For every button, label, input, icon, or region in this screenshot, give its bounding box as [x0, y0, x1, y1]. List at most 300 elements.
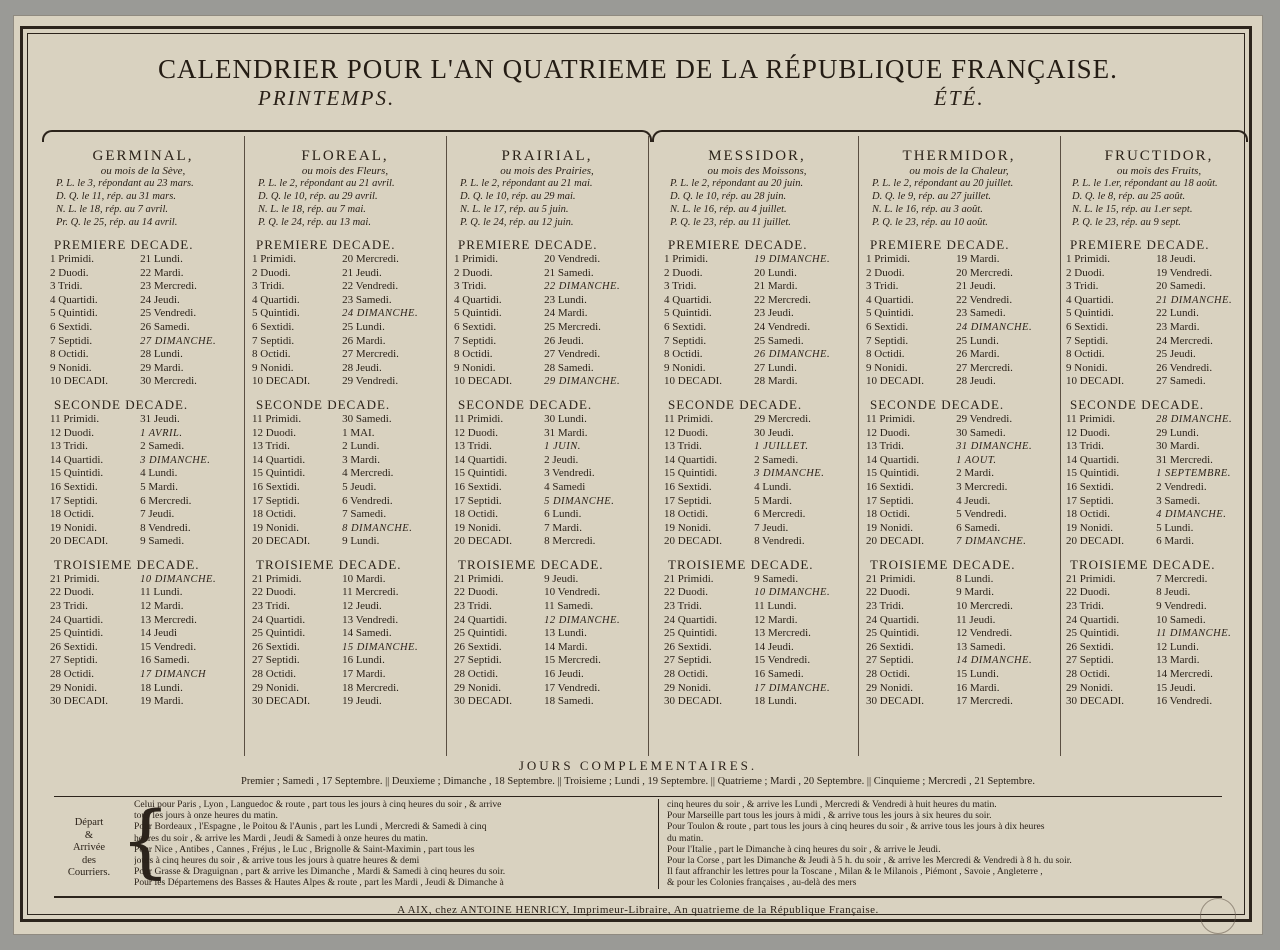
decade-title: TROISIEME DECADE.	[54, 556, 200, 572]
republican-day: 6 Sextidi.	[866, 320, 909, 333]
gregorian-day: 4 DIMANCHE.	[1156, 509, 1227, 521]
gregorian-day: 4 Jeudi.	[956, 494, 991, 507]
day-row	[662, 495, 852, 509]
season-summer: ÉTÉ.	[934, 86, 985, 110]
republican-day: 16 Sextidi.	[1066, 480, 1114, 493]
day-row	[48, 427, 238, 441]
gregorian-day: 14 DIMANCHE.	[956, 655, 1033, 667]
gregorian-day: 20 Vendredi.	[544, 253, 601, 265]
gregorian-day: 23 Mercredi.	[140, 280, 197, 293]
day-row	[662, 362, 852, 376]
month-name: FLOREAL,	[301, 148, 389, 164]
gregorian-day: 6 Vendredi.	[342, 494, 393, 507]
gregorian-day: 30 Lundi.	[544, 412, 587, 425]
day-row	[250, 348, 440, 362]
gregorian-day: 18 Mercredi.	[342, 681, 399, 694]
day-row	[250, 440, 440, 454]
republican-day: 3 Tridi.	[50, 280, 83, 293]
republican-day: 7 Septidi.	[1066, 334, 1109, 347]
gregorian-day: 8 DIMANCHE.	[342, 522, 413, 534]
republican-day: 29 Nonidi.	[1066, 681, 1114, 694]
postal-right-column: cinq heures du soir , & arrive les Lundi , Mercredi & Vendredi à huit heures du matin. Pour Marseille part tous les jours à midi , & arrive tous les jours à six heures du soir. Pour Toulon & route , part tous les jours à cinq heures du soir , & arrive tous les jours à dix heures du matin. Pour l'Italie , part le Dimanche à cinq heures du soir , & arrive le Jeudi. Pour la Corse , part les Dimanche & Jeudi à 5 h. du soir , & arrive les Mercredi & Vendredi à 8 h. du soir. Il faut affranchir les lettres pour la Toscane , Milan & le Milanois , Piémont , Savoie , Angleterre , & pour les Colonies françaises , au-delà des mers	[658, 799, 1257, 889]
gregorian-day: 16 Mardi.	[956, 681, 1000, 694]
day-row	[250, 695, 440, 709]
day-row	[1064, 627, 1254, 641]
gregorian-day: 13 Mercredi.	[140, 613, 197, 626]
republican-day: 13 Tridi.	[454, 440, 492, 453]
gregorian-day: 25 Samedi.	[754, 334, 804, 347]
day-row	[452, 362, 642, 376]
day-row	[864, 695, 1054, 709]
day-row	[864, 654, 1054, 668]
republican-day: 5 Quintidi.	[50, 307, 98, 320]
gregorian-day: 4 Samedi	[544, 480, 586, 493]
gregorian-day: 29 Mercredi.	[754, 412, 811, 425]
gregorian-day: 24 Jeudi.	[140, 293, 180, 306]
republican-day: 18 Octidi.	[252, 508, 296, 521]
gregorian-day: 16 Jeudi.	[544, 668, 584, 681]
day-row	[48, 348, 238, 362]
postal-schedule	[56, 794, 1252, 889]
moon-phase: P. L. le 2, répondant au 21 avril.	[258, 178, 395, 189]
gregorian-day: 30 Samedi.	[342, 412, 392, 425]
day-row	[864, 348, 1054, 362]
day-row	[864, 467, 1054, 481]
gregorian-day: 1 JUIN.	[544, 441, 581, 453]
day-row	[1064, 668, 1254, 682]
republican-day: 5 Quintidi.	[1066, 307, 1114, 320]
republican-day: 1 Primidi.	[1066, 253, 1111, 265]
decade-title: SECONDE DECADE.	[1070, 396, 1205, 412]
day-row	[48, 641, 238, 655]
republican-day: 15 Quintidi.	[252, 467, 306, 480]
republican-day: 29 Nonidi.	[252, 681, 300, 694]
day-row	[48, 267, 238, 281]
gregorian-day: 15 Jeudi.	[1156, 681, 1196, 694]
day-row	[1064, 614, 1254, 628]
republican-day: 23 Tridi.	[454, 600, 492, 613]
day-row	[48, 375, 238, 389]
gregorian-day: 7 Mardi.	[544, 521, 582, 534]
gregorian-day: 26 Vendredi.	[1156, 361, 1213, 374]
gregorian-day: 18 Samedi.	[544, 695, 594, 708]
gregorian-day: 20 Lundi.	[754, 266, 797, 279]
decade-title: TROISIEME DECADE.	[256, 556, 402, 572]
republican-day: 16 Sextidi.	[664, 480, 712, 493]
day-row	[662, 522, 852, 536]
day-row	[452, 335, 642, 349]
gregorian-day: 7 Jeudi.	[140, 508, 175, 521]
gregorian-day: 29 DIMANCHE.	[544, 376, 621, 388]
day-row	[48, 535, 238, 549]
republican-day: 27 Septidi.	[866, 654, 914, 667]
day-row	[452, 481, 642, 495]
day-row	[48, 508, 238, 522]
day-row	[864, 495, 1054, 509]
gregorian-day: 14 Mardi.	[544, 640, 588, 653]
republican-day: 27 Septidi.	[454, 654, 502, 667]
republican-day: 9 Nonidi.	[1066, 361, 1108, 374]
republican-day: 7 Septidi.	[664, 334, 707, 347]
gregorian-day: 19 Mardi.	[140, 695, 184, 708]
gregorian-day: 25 Lundi.	[956, 334, 999, 347]
republican-day: 28 Octidi.	[866, 668, 910, 681]
gregorian-day: 8 Mercredi.	[544, 535, 596, 548]
imprint-line: A AIX, chez ANTOINE HENRICY, Imprimeur-Libraire, An quatrieme de la République Française.	[397, 904, 879, 916]
day-row	[1064, 427, 1254, 441]
bottom-divider	[54, 896, 1222, 898]
republican-day: 5 Quintidi.	[866, 307, 914, 320]
decade-title: PREMIERE DECADE.	[668, 237, 808, 252]
gregorian-day: 3 Mardi.	[342, 453, 380, 466]
moon-phase: N. L. le 15, rép. au 1.er sept.	[1072, 204, 1193, 215]
day-row	[864, 573, 1054, 587]
gregorian-day: 11 DIMANCHE.	[1156, 628, 1232, 640]
republican-day: 13 Tridi.	[866, 440, 904, 453]
republican-day: 26 Sextidi.	[866, 640, 914, 653]
day-row	[48, 600, 238, 614]
day-row	[452, 641, 642, 655]
day-row	[48, 654, 238, 668]
gregorian-day: 6 Lundi.	[544, 508, 582, 521]
republican-day: 2 Duodi.	[50, 266, 89, 279]
day-row	[452, 253, 642, 267]
gregorian-day: 22 Mercredi.	[754, 293, 811, 306]
day-row	[1064, 481, 1254, 495]
gregorian-day: 21 Jeudi.	[956, 280, 996, 293]
moon-phase: D. Q. le 9, rép. au 27 juillet.	[872, 191, 991, 202]
day-row	[864, 413, 1054, 427]
republican-day: 15 Quintidi.	[1066, 467, 1120, 480]
gregorian-day: 7 Mercredi.	[1156, 572, 1208, 585]
moon-phase: N. L. le 18, rép. au 7 avril.	[56, 204, 168, 215]
day-row	[250, 467, 440, 481]
gregorian-day: 17 Vendredi.	[544, 681, 601, 694]
day-row	[452, 586, 642, 600]
postal-left-column: Celui pour Paris , Lyon , Languedoc & route , part tous les jours à cinq heures du soir , & arrive tous les jours à onze heures du matin. Pour Bordeaux , l'Espagne , le Poitou & l'Aunis , part les Lundi , Mercredi & Samedi à cinq heures du soir , & arrive les Mardi , Jeudi & Samedi à onze heures du matin. Pour Nice , Antibes , Cannes , Fréjus , le Luc , Brignolle & Saint-Maximin , part tous les jours à cinq heures du soir , & arrive tous les jours à quatre heures & demi Pour Grasse & Draguignan , part & arrive les Dimanche , Mardi & Samedi à cinq heures du soir. Pour les Départemens des Basses & Hautes Alpes & route , part les Mardi , Jeudi & Dimanche à	[134, 799, 506, 889]
republican-day: 3 Tridi.	[252, 280, 285, 293]
gregorian-day: 9 Lundi.	[342, 535, 380, 548]
gregorian-day: 26 Mardi.	[342, 334, 386, 347]
gregorian-day: 24 Mardi.	[544, 307, 588, 320]
moon-phase: N. L. le 16, rép. au 3 août.	[872, 204, 983, 215]
day-row	[250, 668, 440, 682]
republican-day: 16 Sextidi.	[866, 480, 914, 493]
gregorian-day: 22 Vendredi.	[342, 280, 399, 293]
republican-day: 26 Sextidi.	[454, 640, 502, 653]
decade-title: SECONDE DECADE.	[256, 396, 391, 412]
republican-day: 19 Nonidi.	[50, 521, 98, 534]
gregorian-day: 29 Mardi.	[140, 361, 184, 374]
republican-day: 25 Quintidi.	[1066, 627, 1120, 640]
republican-day: 7 Septidi.	[252, 334, 295, 347]
day-row	[662, 454, 852, 468]
gregorian-day: 27 Samedi.	[1156, 375, 1206, 388]
gregorian-day: 3 DIMANCHE.	[140, 454, 211, 466]
republican-day: 17 Septidi.	[50, 494, 98, 507]
republican-day: 10 DECADI.	[252, 375, 311, 388]
republican-day: 5 Quintidi.	[664, 307, 712, 320]
day-row	[250, 600, 440, 614]
decade-title: PREMIERE DECADE.	[256, 237, 396, 252]
gregorian-day: 2 Samedi.	[140, 440, 185, 453]
republican-day: 27 Septidi.	[252, 654, 300, 667]
day-row	[864, 668, 1054, 682]
republican-day: 16 Sextidi.	[252, 480, 300, 493]
day-row	[864, 440, 1054, 454]
gregorian-day: 18 Lundi.	[754, 695, 797, 708]
gregorian-day: 19 DIMANCHE.	[754, 254, 831, 265]
gregorian-day: 7 DIMANCHE.	[956, 536, 1027, 548]
republican-day: 13 Tridi.	[1066, 440, 1104, 453]
gregorian-day: 13 Mardi.	[1156, 654, 1200, 667]
republican-day: 27 Septidi.	[50, 654, 98, 667]
republican-day: 2 Duodi.	[454, 266, 493, 279]
month-name: FRUCTIDOR,	[1104, 148, 1214, 164]
republican-day: 20 DECADI.	[1066, 535, 1125, 548]
gregorian-day: 16 Lundi.	[342, 654, 385, 667]
day-row	[864, 362, 1054, 376]
gregorian-day: 1 AOUT.	[956, 454, 997, 466]
gregorian-day: 5 Mardi.	[140, 480, 178, 493]
republican-day: 2 Duodi.	[866, 266, 905, 279]
day-row	[48, 573, 238, 587]
day-row	[48, 253, 238, 267]
day-row	[250, 362, 440, 376]
day-row	[250, 495, 440, 509]
republican-day: 24 Quartidi.	[664, 613, 718, 626]
gregorian-day: 19 Mardi.	[956, 253, 1000, 265]
republican-day: 14 Quartidi.	[866, 453, 920, 466]
republican-day: 13 Tridi.	[252, 440, 290, 453]
gregorian-day: 8 Vendredi.	[754, 535, 805, 548]
gregorian-day: 26 DIMANCHE.	[754, 349, 831, 361]
day-row	[864, 253, 1054, 267]
republican-day: 17 Septidi.	[866, 494, 914, 507]
day-row	[864, 335, 1054, 349]
gregorian-day: 30 Mardi.	[1156, 440, 1200, 453]
gregorian-day: 9 Vendredi.	[1156, 600, 1207, 613]
republican-day: 30 DECADI.	[1066, 695, 1125, 708]
republican-day: 19 Nonidi.	[664, 521, 712, 534]
gregorian-day: 16 Samedi.	[140, 654, 190, 667]
day-row	[452, 467, 642, 481]
republican-day: 6 Sextidi.	[252, 320, 295, 333]
month-subtitle: ou mois des Prairies,	[500, 165, 594, 177]
republican-day: 11 Primidi.	[1066, 412, 1116, 425]
day-row	[864, 481, 1054, 495]
decade-title: PREMIERE DECADE.	[54, 237, 194, 252]
month-subtitle: ou mois des Moissons,	[707, 165, 807, 177]
gregorian-day: 2 Lundi.	[342, 440, 380, 453]
moon-phase: P. L. le 1.er, répondant au 18 août.	[1072, 178, 1218, 189]
day-row	[864, 614, 1054, 628]
day-row	[452, 573, 642, 587]
republican-day: 19 Nonidi.	[454, 521, 502, 534]
gregorian-day: 7 Jeudi.	[754, 521, 789, 534]
day-row	[452, 535, 642, 549]
day-row	[452, 307, 642, 321]
day-row	[662, 614, 852, 628]
republican-day: 6 Sextidi.	[50, 320, 93, 333]
gregorian-day: 4 Mercredi.	[342, 467, 394, 480]
republican-day: 24 Quartidi.	[1066, 613, 1120, 626]
republican-day: 28 Octidi.	[50, 668, 94, 681]
day-row	[1064, 586, 1254, 600]
republican-day: 25 Quintidi.	[866, 627, 920, 640]
gregorian-day: 28 DIMANCHE.	[1156, 413, 1233, 425]
republican-day: 19 Nonidi.	[866, 521, 914, 534]
day-row	[662, 682, 852, 696]
brace-icon: {	[120, 794, 171, 887]
republican-day: 4 Quartidi.	[50, 293, 98, 306]
month-column	[44, 136, 245, 756]
day-row	[1064, 335, 1254, 349]
day-row	[662, 335, 852, 349]
day-row	[1064, 454, 1254, 468]
day-row	[1064, 573, 1254, 587]
gregorian-day: 17 Mercredi.	[956, 695, 1013, 708]
day-row	[250, 321, 440, 335]
gregorian-day: 20 Mercredi.	[956, 266, 1013, 279]
moon-phase: N. L. le 16, rép. au 4 juillet.	[670, 204, 787, 215]
gregorian-day: 2 Jeudi.	[544, 453, 579, 466]
gregorian-day: 26 Mardi.	[956, 348, 1000, 361]
decade-title: PREMIERE DECADE.	[870, 237, 1010, 252]
republican-day: 20 DECADI.	[50, 535, 109, 548]
gregorian-day: 10 DIMANCHE.	[754, 587, 831, 599]
day-row	[48, 614, 238, 628]
republican-day: 8 Octidi.	[664, 348, 703, 361]
day-row	[1064, 535, 1254, 549]
moon-phase: P. Q. le 23, rép. au 10 août.	[872, 217, 988, 228]
gregorian-day: 29 Vendredi.	[956, 412, 1013, 425]
republican-day: 30 DECADI.	[252, 695, 311, 708]
gregorian-day: 19 Vendredi.	[1156, 266, 1213, 279]
day-row	[452, 522, 642, 536]
gregorian-day: 21 Samedi.	[544, 266, 594, 279]
republican-day: 6 Sextidi.	[664, 320, 707, 333]
day-row	[864, 307, 1054, 321]
day-row	[864, 682, 1054, 696]
day-row	[452, 321, 642, 335]
day-row	[662, 695, 852, 709]
gregorian-day: 8 Jeudi.	[1156, 586, 1191, 599]
gregorian-day: 29 Lundi.	[1156, 426, 1199, 439]
day-row	[250, 627, 440, 641]
gregorian-day: 25 Lundi.	[342, 320, 385, 333]
gregorian-day: 13 Vendredi.	[342, 613, 399, 626]
day-row	[48, 307, 238, 321]
gregorian-day: 28 Jeudi.	[342, 361, 382, 374]
republican-day: 17 Septidi.	[252, 494, 300, 507]
decade-title: TROISIEME DECADE.	[458, 556, 604, 572]
gregorian-day: 25 Jeudi.	[1156, 348, 1196, 361]
republican-day: 3 Tridi.	[866, 280, 899, 293]
republican-day: 11 Primidi.	[252, 412, 302, 425]
gregorian-day: 5 DIMANCHE.	[544, 495, 615, 507]
day-row	[452, 375, 642, 389]
republican-day: 16 Sextidi.	[454, 480, 502, 493]
day-row	[48, 495, 238, 509]
republican-day: 7 Septidi.	[866, 334, 909, 347]
complementary-days-line: Premier ; Samedi , 17 Septembre. || Deuxieme ; Dimanche , 18 Septembre. || Troisieme ; Lundi , 19 Septembre. || Quatrieme ; Mardi , 20 Septembre. || Cinquieme ; Mercredi , 21 Septembre.	[241, 776, 1035, 787]
republican-day: 26 Sextidi.	[252, 640, 300, 653]
day-row	[864, 280, 1054, 294]
republican-day: 22 Duodi.	[1066, 586, 1110, 599]
gregorian-day: 28 Jeudi.	[956, 375, 996, 388]
republican-day: 2 Duodi.	[252, 266, 291, 279]
republican-day: 27 Septidi.	[664, 654, 712, 667]
gregorian-day: 5 Lundi.	[1156, 521, 1194, 534]
gregorian-day: 31 Mardi.	[544, 426, 588, 439]
republican-day: 11 Primidi.	[664, 412, 714, 425]
month-name: PRAIRIAL,	[501, 148, 593, 164]
day-row	[452, 695, 642, 709]
republican-day: 24 Quartidi.	[252, 613, 306, 626]
republican-day: 14 Quartidi.	[664, 453, 718, 466]
day-row	[48, 522, 238, 536]
gregorian-day: 11 Lundi.	[140, 586, 183, 599]
gregorian-day: 11 Samedi.	[544, 600, 594, 613]
day-row	[48, 682, 238, 696]
republican-day: 6 Sextidi.	[1066, 320, 1109, 333]
republican-day: 5 Quintidi.	[454, 307, 502, 320]
day-row	[452, 413, 642, 427]
gregorian-day: 5 Mardi.	[754, 494, 792, 507]
day-row	[662, 280, 852, 294]
moon-phase: P. L. le 2, répondant au 20 juin.	[670, 178, 804, 189]
republican-day: 24 Quartidi.	[454, 613, 508, 626]
gregorian-day: 15 DIMANCHE.	[342, 641, 419, 653]
republican-day: 10 DECADI.	[866, 375, 925, 388]
gregorian-day: 7 Samedi.	[342, 508, 387, 521]
gregorian-day: 21 Lundi.	[140, 253, 183, 265]
republican-day: 11 Primidi.	[866, 412, 916, 425]
gregorian-day: 4 Lundi.	[140, 467, 178, 480]
gregorian-day: 18 Lundi.	[140, 681, 183, 694]
day-row	[1064, 362, 1254, 376]
republican-day: 12 Duodi.	[252, 426, 296, 439]
republican-day: 25 Quintidi.	[454, 627, 508, 640]
republican-day: 7 Septidi.	[50, 334, 93, 347]
gregorian-day: 8 Vendredi.	[140, 521, 191, 534]
day-row	[452, 627, 642, 641]
gregorian-day: 3 Samedi.	[1156, 494, 1201, 507]
day-row	[662, 467, 852, 481]
day-row	[1064, 375, 1254, 389]
gregorian-day: 11 Mercredi.	[342, 586, 399, 599]
republican-day: 1 Primidi.	[50, 253, 95, 265]
republican-day: 24 Quartidi.	[50, 613, 104, 626]
gregorian-day: 22 Vendredi.	[956, 293, 1013, 306]
day-row	[1064, 280, 1254, 294]
republican-day: 14 Quartidi.	[454, 453, 508, 466]
day-row	[48, 467, 238, 481]
republican-day: 29 Nonidi.	[664, 681, 712, 694]
republican-day: 5 Quintidi.	[252, 307, 300, 320]
republican-day: 25 Quintidi.	[252, 627, 306, 640]
gregorian-day: 11 Lundi.	[754, 600, 797, 613]
day-row	[48, 627, 238, 641]
gregorian-day: 24 Vendredi.	[754, 320, 811, 333]
gregorian-day: 14 Mercredi.	[1156, 668, 1213, 681]
gregorian-day: 27 Mercredi.	[956, 361, 1013, 374]
day-row	[1064, 294, 1254, 308]
day-row	[250, 654, 440, 668]
gregorian-day: 1 MAI.	[342, 426, 375, 439]
gregorian-day: 5 Jeudi.	[342, 480, 377, 493]
